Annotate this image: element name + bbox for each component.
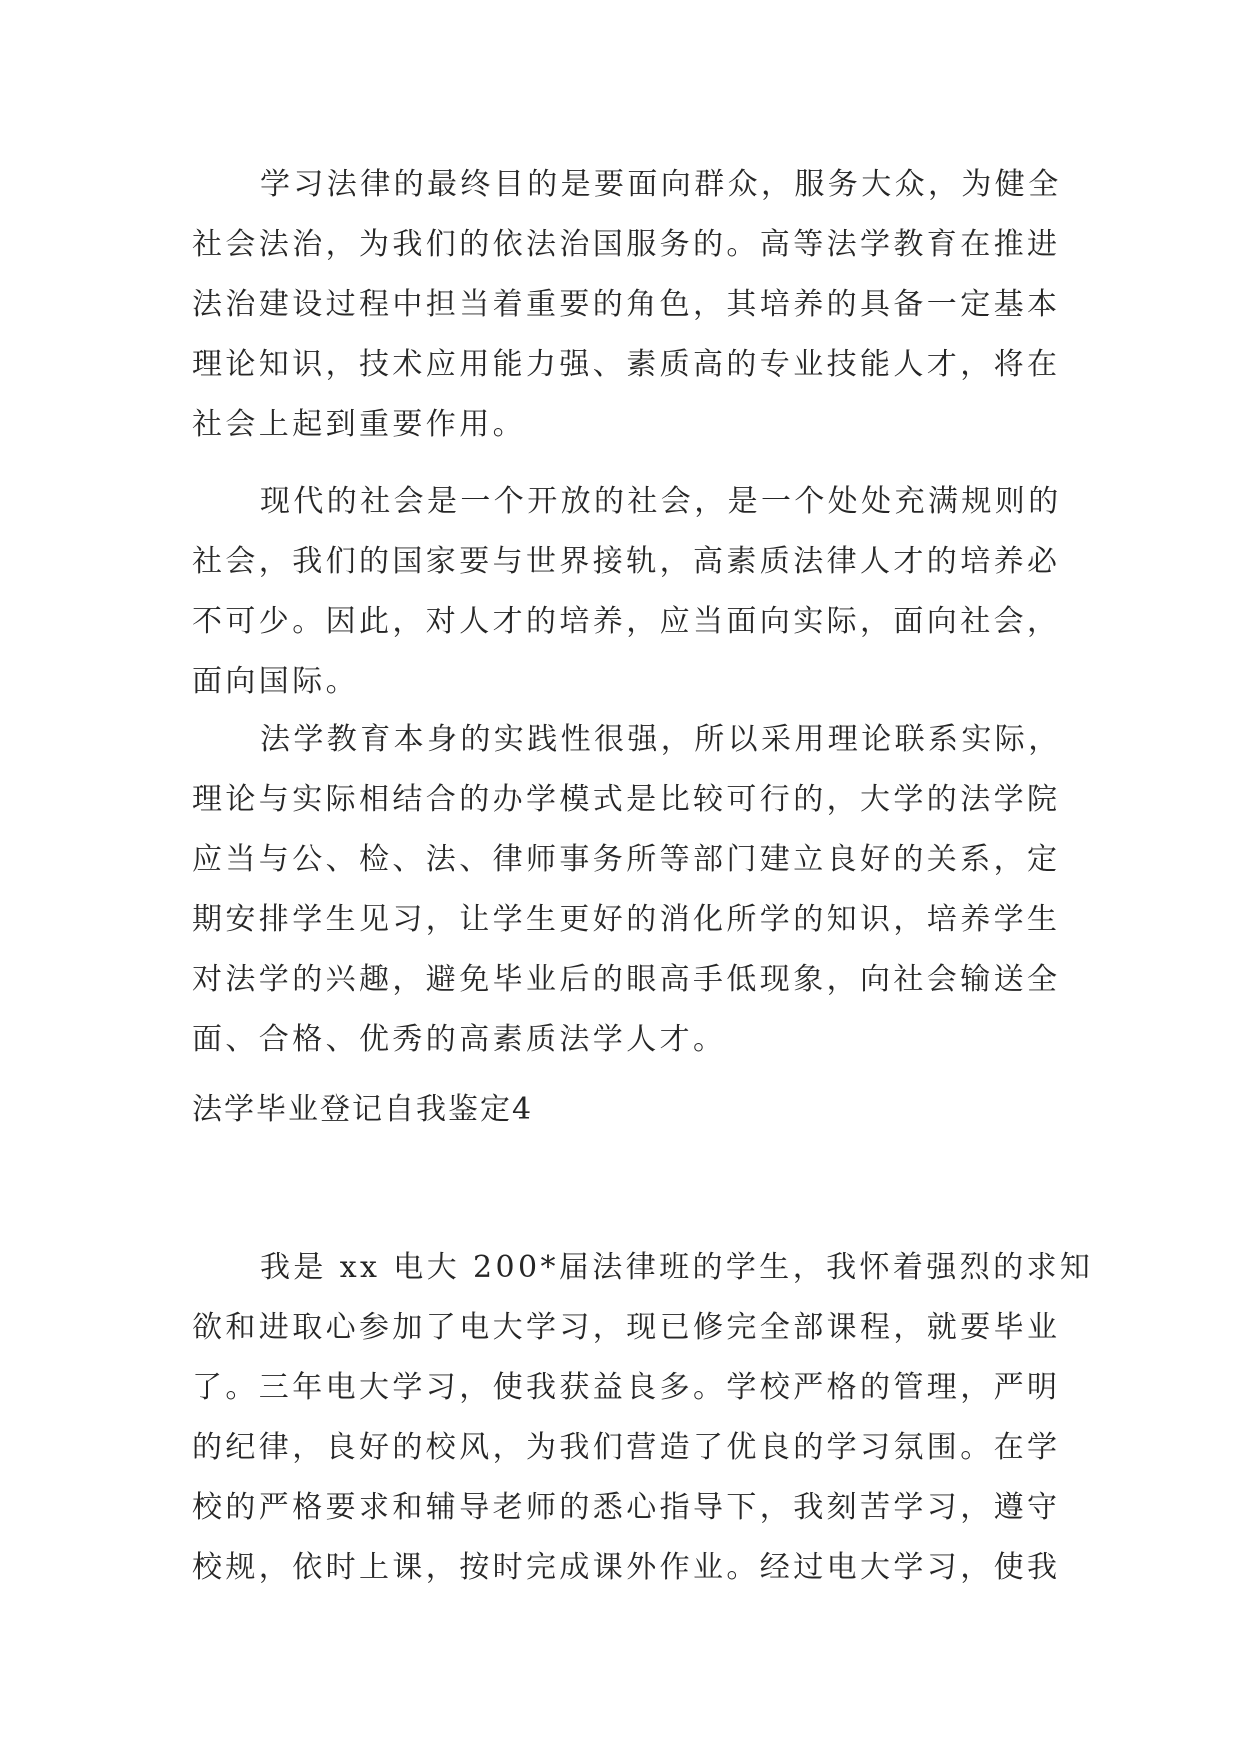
section-heading (192, 1080, 533, 1140)
paragraph-law-study-purpose (192, 155, 1062, 455)
section-heading-text: 法学毕业登记自我鉴定4 (192, 1092, 534, 1127)
text-line: 法治建设过程中担当着重要的角色，其培养的具备一定基本 (192, 287, 1061, 322)
text-line: 校的严格要求和辅导老师的悉心指导下，我刻苦学习，遵守 (192, 1490, 1061, 1525)
text-line: 了。三年电大学习，使我获益良多。学校严格的管理，严明 (192, 1370, 1061, 1405)
text-line: 不可少。因此，对人才的培养，应当面向实际，面向社会， (192, 604, 1061, 639)
text-line: 理论知识，技术应用能力强、素质高的专业技能人才，将在 (192, 347, 1061, 382)
paragraph-self-introduction (192, 1238, 1093, 1598)
text-line: 期安排学生见习，让学生更好的消化所学的知识，培养学生 (192, 902, 1061, 937)
text-line: 社会上起到重要作用。 (192, 407, 526, 442)
text-line: 校规，依时上课，按时完成课外作业。经过电大学习，使我 (192, 1550, 1061, 1585)
text-line: 欲和进取心参加了电大学习，现已修完全部课程，就要毕业 (192, 1310, 1061, 1345)
text-line: 面向国际。 (192, 664, 359, 699)
text-line: 我是 xx 电大 200*届法律班的学生，我怀着强烈的求知 (260, 1250, 1094, 1285)
text-line: 学习法律的最终目的是要面向群众，服务大众，为健全 (260, 167, 1062, 202)
paragraph-modern-society (192, 472, 1062, 712)
text-line: 现代的社会是一个开放的社会，是一个处处充满规则的 (260, 484, 1062, 519)
text-line: 的纪律，良好的校风，为我们营造了优良的学习氛围。在学 (192, 1430, 1061, 1465)
text-line: 社会，我们的国家要与世界接轨，高素质法律人才的培养必 (192, 544, 1061, 579)
text-line: 理论与实际相结合的办学模式是比较可行的，大学的法学院 (192, 782, 1061, 817)
text-line: 社会法治，为我们的依法治国服务的。高等法学教育在推进 (192, 227, 1061, 262)
text-line: 对法学的兴趣，避免毕业后的眼高手低现象，向社会输送全 (192, 962, 1061, 997)
text-line: 面、合格、优秀的高素质法学人才。 (192, 1022, 727, 1057)
text-line: 法学教育本身的实践性很强，所以采用理论联系实际， (260, 722, 1062, 757)
text-line: 应当与公、检、法、律师事务所等部门建立良好的关系，定 (192, 842, 1061, 877)
paragraph-legal-education-practice (192, 710, 1062, 1070)
